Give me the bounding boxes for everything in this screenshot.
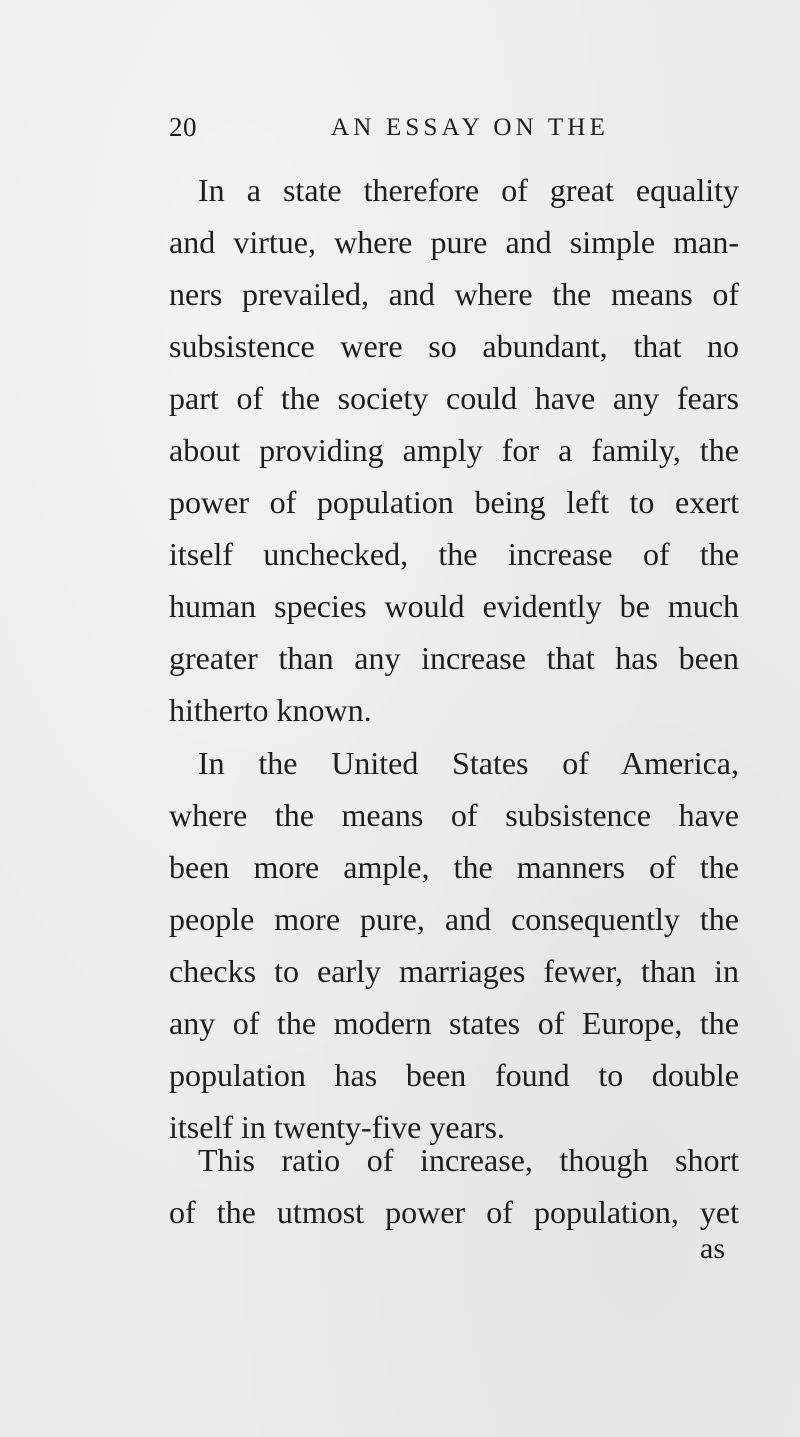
text-line: In the United States of America,	[198, 745, 739, 781]
text-line: and virtue, where pure and simple man-	[169, 224, 739, 260]
text-line: checks to early marriages fewer, than in	[169, 953, 739, 989]
running-head: AN ESSAY ON THE	[331, 114, 610, 141]
text-line: of the utmost power of population, yet	[169, 1194, 739, 1230]
text-line: part of the society could have any fears	[169, 380, 739, 416]
page-number: 20	[169, 112, 197, 142]
text-line: In a state therefore of great equality	[198, 172, 739, 208]
text-line: where the means of subsistence have	[169, 797, 739, 833]
text-line: greater than any increase that has been	[169, 640, 739, 676]
text-line: ners prevailed, and where the means of	[169, 276, 739, 312]
text-line: about providing amply for a family, the	[169, 432, 739, 468]
text-line: population has been found to double	[169, 1057, 739, 1093]
text-line: hitherto known.	[169, 692, 372, 728]
text-line: human species would evidently be much	[169, 588, 739, 624]
text-line: subsistence were so abundant, that no	[169, 328, 739, 364]
text-line: itself in twenty-five years.	[169, 1109, 505, 1145]
text-line: any of the modern states of Europe, the	[169, 1005, 739, 1041]
text-line: itself unchecked, the increase of the	[169, 536, 739, 572]
text-line: power of population being left to exert	[169, 484, 739, 520]
text-line: been more ample, the manners of the	[169, 849, 739, 885]
text-line: people more pure, and consequently the	[169, 901, 739, 937]
text-line: This ratio of increase, though short	[198, 1142, 739, 1178]
catchword: as	[700, 1232, 725, 1265]
